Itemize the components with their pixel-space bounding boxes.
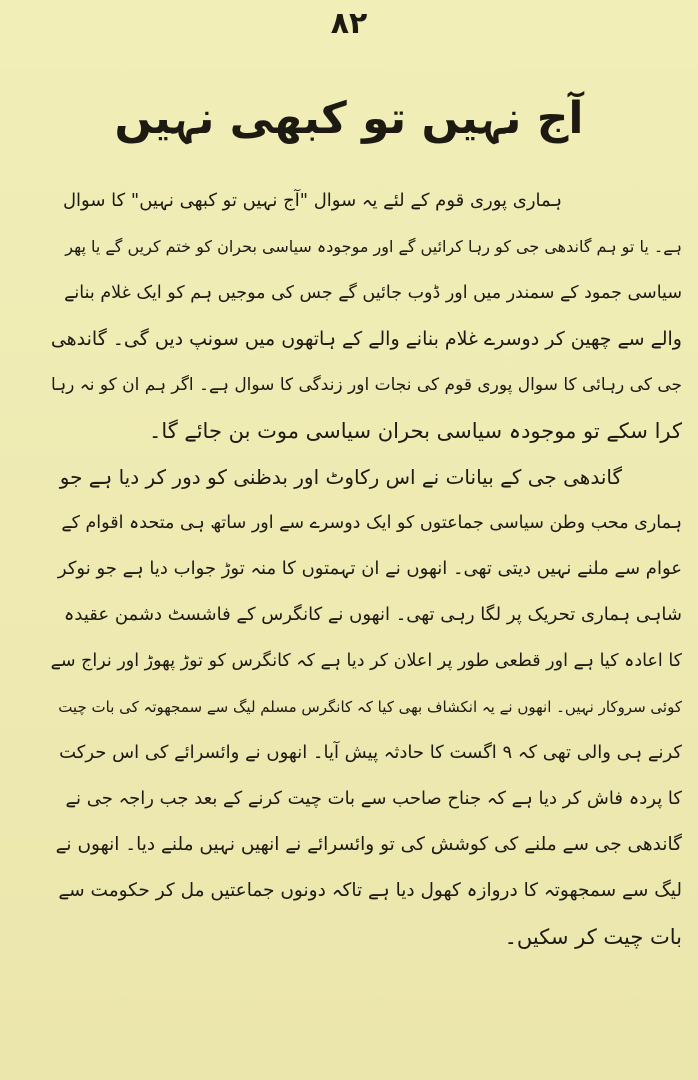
text-line-10: شاہی ہماری تحریک پر لگا رہی تھی۔ انھوں نے کانگرس کے فاشسٹ دشمن عقیدہ xyxy=(63,604,682,625)
text-line-7: گاندھی جی کے بیانات نے اس رکاوٹ اور بدظنی کو دور کر دیا ہے جو xyxy=(59,465,622,489)
text-line-13: کرنے ہی والی تھی کہ ۹ اگست کا حادثہ پیش آیا۔ انھوں نے وائسرائے کی اس حرکت xyxy=(59,742,682,763)
text-line-5: جی کی رہائی کا سوال پوری قوم کی نجات اور زندگی کا سوال ہے۔ اگر ہم ان کو نہ رہا xyxy=(51,375,682,395)
page-number: ۸۲ xyxy=(330,6,368,41)
text-line-17: بات چیت کر سکیں۔ xyxy=(504,925,682,949)
text-line-4: والے سے چھین کر دوسرے غلام بنانے والے کے ہاتھوں میں سونپ دیں گی۔ گاندھی xyxy=(50,328,682,350)
text-line-11: کا اعادہ کیا ہے اور قطعی طور پر اعلان کر دیا ہے کہ کانگرس کو توڑ پھوڑ اور نراج سے xyxy=(50,651,682,671)
text-line-8: ہماری محب وطن سیاسی جماعتوں کو ایک دوسرے سے اور ساتھ ہی متحدہ اقوام کے xyxy=(61,513,682,533)
text-line-14: کا پردہ فاش کر دیا ہے کہ جناح صاحب سے بات چیت کرنے کے بعد جب راجہ جی نے xyxy=(65,788,682,809)
page-title: آج نہیں تو کبھی نہیں xyxy=(114,93,584,144)
text-line-6: کرا سکے تو موجودہ سیاسی بحران سیاسی موت بن جائے گا۔ xyxy=(149,419,682,443)
text-line-9: عوام سے ملنے نہیں دیتی تھی۔ انھوں نے ان تہمتوں کا منہ توڑ جواب دیا ہے جو نوکر xyxy=(57,558,682,579)
text-line-16: لیگ سے سمجھوتہ کا دروازہ کھول دیا ہے تاکہ دونوں جماعتیں مل کر حکومت سے xyxy=(58,880,682,901)
text-line-1: ہماری پوری قوم کے لئے یہ سوال "آج نہیں تو کبھی نہیں" کا سوال xyxy=(62,190,562,211)
text-line-12: کوئی سروکار نہیں۔ انھوں نے یہ انکشاف بھی کیا کہ کانگرس مسلم لیگ سے سمجھوتہ کی بات چیت xyxy=(58,698,682,716)
text-line-15: گاندھی جی سے ملنے کی کوشش کی تو وائسرائے نے انھیں نہیں ملنے دیا۔ انھوں نے xyxy=(55,834,682,855)
article-body xyxy=(50,178,682,960)
text-line-3: سیاسی جمود کے سمندر میں اور ڈوب جائیں گے جس کی موجیں ہم کو ایک غلام بنانے xyxy=(64,283,682,303)
text-line-2: ہے۔ یا تو ہم گاندھی جی کو رہا کرائیں گے اور موجودہ سیاسی بحران کو ختم کریں گے یا پھر xyxy=(65,237,682,256)
